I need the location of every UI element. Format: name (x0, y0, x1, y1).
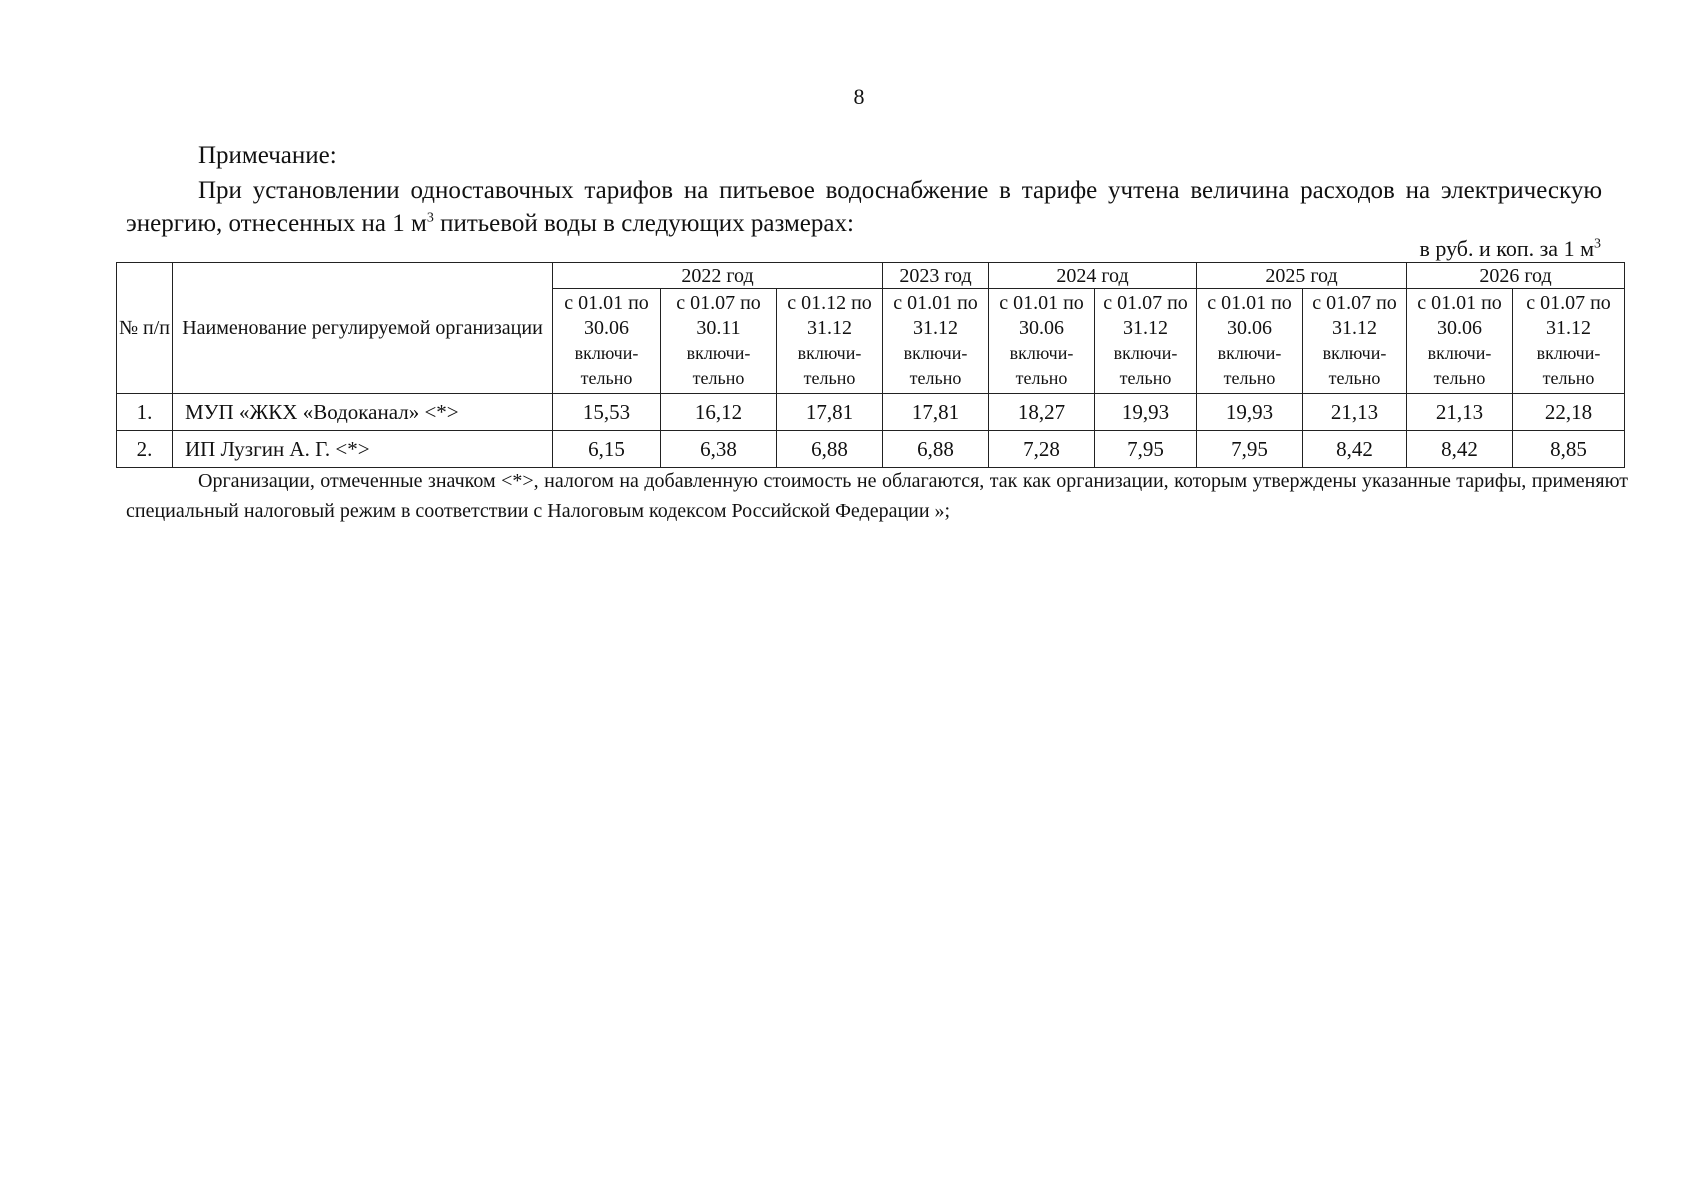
period-inclusive: включи- тельно (1217, 343, 1282, 388)
header-period (1513, 289, 1625, 394)
note-text (126, 174, 1602, 240)
tariff-value: 6,15 (553, 431, 661, 468)
period-dates: с 01.12 по 31.12 (787, 292, 872, 339)
table-row (117, 431, 1625, 468)
header-year-2022: 2022 год (553, 263, 883, 289)
period-inclusive: включи- тельно (1009, 343, 1074, 388)
year-header-row (117, 263, 1625, 289)
header-org-name: Наименование регулируемой организации (173, 263, 553, 394)
note-text-part-1: При установлении одноставочных тарифов на питьевое водоснабжение в тарифе учтена величина расходов на электрическую энергию, отнесенных на 1 м (126, 177, 1602, 237)
org-name: ИП Лузгин А. Г. <*> (173, 431, 553, 468)
period-inclusive: включи- тельно (1113, 343, 1178, 388)
period-inclusive: включи- тельно (574, 343, 639, 388)
row-number: 2. (117, 431, 173, 468)
tariff-value: 7,95 (1095, 431, 1197, 468)
period-dates: с 01.01 по 31.12 (893, 292, 978, 339)
period-dates: с 01.01 по 30.06 (564, 292, 649, 339)
tariff-value: 16,12 (661, 394, 777, 431)
header-year-2025: 2025 год (1197, 263, 1407, 289)
note-heading: Примечание: (198, 142, 337, 169)
header-period (883, 289, 989, 394)
header-year-2024: 2024 год (989, 263, 1197, 289)
tariff-value: 7,95 (1197, 431, 1303, 468)
footnote: Организации, отмеченные значком <*>, налогом на добавленную стоимость не облагаются, так как организации, которым утверждены указанные тарифы, применяют специальный налоговый режим в соответствии с Налоговым кодексом Российской Федерации »; (126, 470, 1628, 522)
header-period (553, 289, 661, 394)
tariff-value: 8,85 (1513, 431, 1625, 468)
header-year-2026: 2026 год (1407, 263, 1625, 289)
tariff-value: 7,28 (989, 431, 1095, 468)
table-row (117, 394, 1625, 431)
header-year-2023: 2023 год (883, 263, 989, 289)
tariff-value: 17,81 (777, 394, 883, 431)
header-period (1303, 289, 1407, 394)
tariff-value: 22,18 (1513, 394, 1625, 431)
tariff-value: 6,88 (883, 431, 989, 468)
tariff-value: 19,93 (1095, 394, 1197, 431)
period-dates: с 01.07 по 30.11 (676, 292, 761, 339)
tariff-value: 19,93 (1197, 394, 1303, 431)
period-dates: с 01.07 по 31.12 (1312, 292, 1397, 339)
note-superscript: 3 (426, 210, 434, 226)
tariff-value: 8,42 (1303, 431, 1407, 468)
period-inclusive: включи- тельно (1427, 343, 1492, 388)
header-period (1095, 289, 1197, 394)
period-dates: с 01.01 по 30.06 (1207, 292, 1292, 339)
units-superscript: 3 (1594, 236, 1601, 252)
header-period (1197, 289, 1303, 394)
period-inclusive: включи- тельно (686, 343, 751, 388)
tariff-value: 6,38 (661, 431, 777, 468)
note-text-part-2: питьевой воды в следующих размерах: (433, 210, 854, 237)
tariff-value: 15,53 (553, 394, 661, 431)
units-label (1420, 236, 1602, 262)
units-text: в руб. и коп. за 1 м (1419, 236, 1594, 261)
header-period (661, 289, 777, 394)
tariff-table (116, 262, 1625, 468)
tariff-value: 18,27 (989, 394, 1095, 431)
period-dates: с 01.01 по 30.06 (1417, 292, 1502, 339)
period-dates: с 01.01 по 30.06 (999, 292, 1084, 339)
period-inclusive: включи- тельно (903, 343, 968, 388)
tariff-value: 21,13 (1407, 394, 1513, 431)
tariff-value: 17,81 (883, 394, 989, 431)
period-dates: с 01.07 по 31.12 (1526, 292, 1611, 339)
tariff-value: 8,42 (1407, 431, 1513, 468)
period-inclusive: включи- тельно (1536, 343, 1601, 388)
period-dates: с 01.07 по 31.12 (1103, 292, 1188, 339)
org-name: МУП «ЖКХ «Водоканал» <*> (173, 394, 553, 431)
header-num: № п/п (117, 263, 173, 394)
period-inclusive: включи- тельно (797, 343, 862, 388)
header-period (1407, 289, 1513, 394)
page-number: 8 (853, 84, 865, 109)
tariff-value: 21,13 (1303, 394, 1407, 431)
header-period (989, 289, 1095, 394)
header-period (777, 289, 883, 394)
period-inclusive: включи- тельно (1322, 343, 1387, 388)
row-number: 1. (117, 394, 173, 431)
tariff-value: 6,88 (777, 431, 883, 468)
